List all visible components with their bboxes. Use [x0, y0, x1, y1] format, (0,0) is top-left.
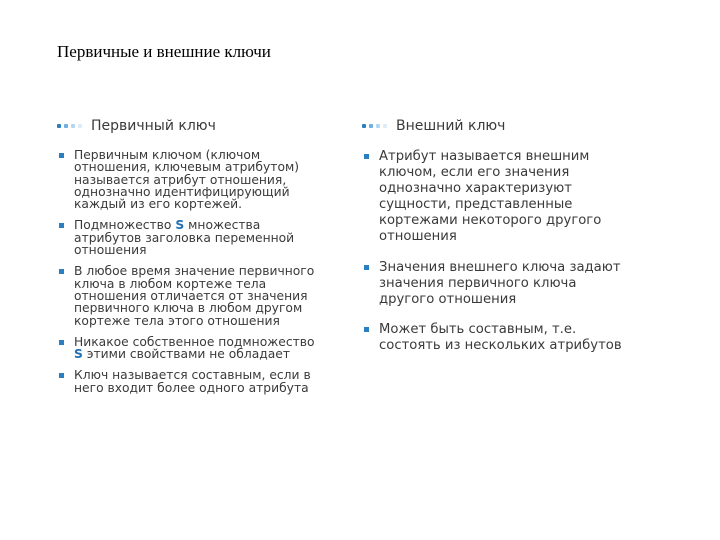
dot [362, 124, 366, 128]
bullet-icon [59, 340, 64, 345]
list-item [57, 219, 322, 256]
highlight-s: S [175, 218, 185, 233]
list-item [362, 260, 627, 308]
foreign-key-column [362, 115, 627, 368]
primary-key-title: Первичный ключ [91, 118, 216, 134]
highlight-s: S [74, 347, 83, 362]
bullet-text-post: этими свойствами не обладает [82, 347, 291, 362]
bullet-text: В любое время значение первичного ключа в любом кортеже тела отношения отличается от значения первичного ключа в любом другом кортеже тела этого отношения [74, 264, 315, 328]
list-item [57, 336, 322, 361]
bullet-icon [364, 265, 369, 270]
list-item [362, 322, 627, 354]
dot [369, 124, 373, 128]
bullet-text: Атрибут называется внешним ключом, если его значения однозначно характеризуют сущности, представленные кортежами некоторого другого отношения [379, 149, 602, 245]
list-item [57, 265, 322, 326]
bullet-text: Может быть составным, т.е. состоять из нескольких атрибутов [379, 321, 622, 353]
dots-icon [362, 124, 390, 128]
bullet-icon [364, 154, 369, 159]
bullet-icon [59, 269, 64, 274]
dots-icon [57, 124, 85, 128]
bullet-text: Значения внешнего ключа задают значения первичного ключа другого отношения [379, 259, 621, 307]
dot [57, 124, 61, 128]
dot [71, 124, 75, 128]
bullet-icon [59, 223, 64, 228]
page-title: Первичные и внешние ключи [57, 42, 271, 61]
list-item [362, 149, 627, 246]
dot [383, 124, 387, 128]
primary-key-column [57, 115, 322, 403]
dot [78, 124, 82, 128]
bullet-text-pre: Никакое собственное подмножество [74, 334, 315, 349]
bullet-text: Ключ называется составным, если в него входит более одного атрибута [74, 368, 311, 395]
bullet-icon [59, 373, 64, 378]
list-item [57, 149, 322, 210]
primary-key-header [57, 115, 322, 137]
bullet-text: Первичным ключом (ключом отношения, ключевым атрибутом) называется атрибут отношения, однозначно идентифицирующий каждый из его кортежей. [74, 148, 300, 212]
dot [376, 124, 380, 128]
bullet-icon [364, 327, 369, 332]
dot [64, 124, 68, 128]
foreign-key-title: Внешний ключ [396, 118, 506, 134]
bullet-text-pre: Подмножество [74, 218, 176, 233]
bullet-icon [59, 153, 64, 158]
list-item [57, 369, 322, 394]
foreign-key-header [362, 115, 627, 137]
bullet-text-post: множества атрибутов заголовка переменной отношения [74, 218, 295, 258]
